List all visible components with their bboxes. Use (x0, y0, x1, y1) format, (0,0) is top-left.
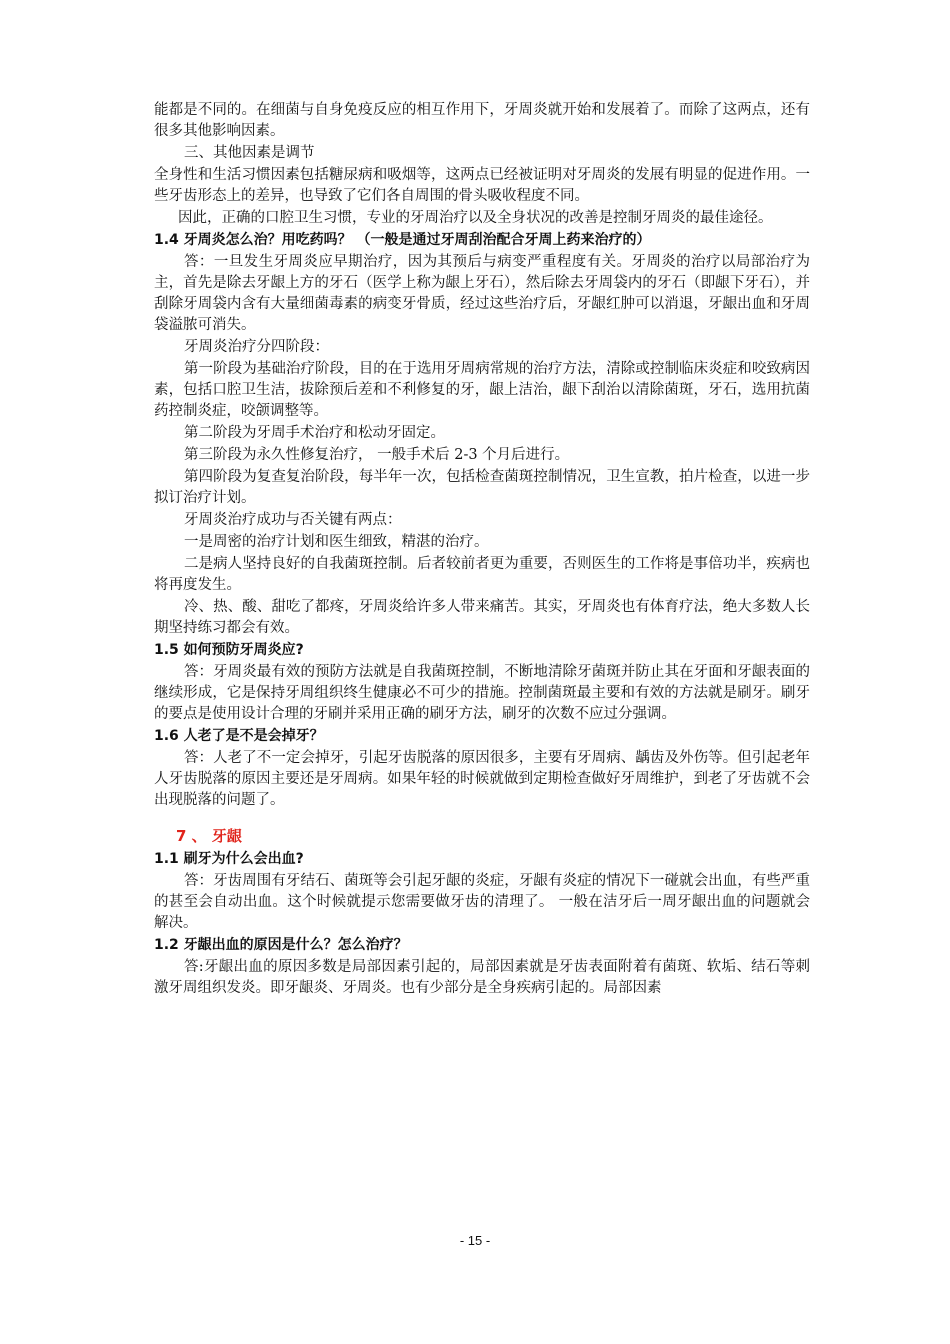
section-heading-1-6: 1.6 人老了是不是会掉牙？ (154, 728, 324, 744)
section-heading-7-1-2: 1.2 牙龈出血的原因是什么？怎么治疗？ (154, 937, 408, 953)
body-paragraph: 牙周炎治疗分四阶段： (184, 339, 329, 355)
section-heading-7-1-1: 1.1 刷牙为什么会出血? (154, 851, 304, 867)
section-heading-1-4: 1.4 牙周炎怎么治？用吃药吗？ （一般是通过牙周刮治配合牙周上药来治疗的） (154, 232, 651, 248)
chapter-heading-7: 7 、 牙龈 (176, 827, 242, 845)
body-paragraph: 答：一旦发生牙周炎应早期治疗，因为其预后与病变严重程度有关。牙周炎的治疗以局部治疗为主，首先是除去牙龈上方的牙石（医学上称为龈上牙石），然后除去牙周袋内的牙石（即龈下牙石），并刮除牙周袋内含有大量细菌毒素的病变牙骨质，经过这些治疗后，牙龈红肿可以消退，牙龈出血和牙周袋溢脓可消失。 (154, 254, 810, 333)
body-paragraph: 答：牙周炎最有效的预防方法就是自我菌斑控制，不断地清除牙菌斑并防止其在牙面和牙龈表面的继续形成，它是保持牙周组织终生健康必不可少的措施。控制菌斑最主要和有效的方法就是刷牙。刷牙的要点是使用设计合理的牙刷并采用正确的刷牙方法，刷牙的次数不应过分强调。 (154, 664, 810, 722)
subsection-title: 三、其他因素是调节 (184, 145, 315, 161)
body-paragraph: 第二阶段为牙周手术治疗和松动牙固定。 (184, 425, 445, 441)
body-paragraph: 答:牙龈出血的原因多数是局部因素引起的，局部因素就是牙齿表面附着有菌斑、软垢、结石等刺激牙周组织发炎。即牙龈炎、牙周炎。也有少部分是全身疾病引起的。局部因素 (154, 959, 810, 996)
body-paragraph: 第三阶段为永久性修复治疗， 一般手术后 2-3 个月后进行。 (184, 447, 570, 463)
page-body (154, 100, 810, 1000)
page-number: - 15 - (459, 1233, 491, 1248)
body-paragraph: 答：牙齿周围有牙结石、菌斑等会引起牙龈的炎症，牙龈有炎症的情况下一碰就会出血，有些严重的甚至会自动出血。这个时候就提示您需要做牙齿的清理了。 一般在洁牙后一周牙龈出血的问题就会解决。 (154, 873, 810, 931)
body-paragraph: 牙周炎治疗成功与否关键有两点： (184, 512, 402, 528)
body-paragraph: 第四阶段为复查复治阶段，每半年一次，包括检查菌斑控制情况，卫生宣教，拍片检查，以进一步拟订治疗计划。 (154, 469, 810, 506)
body-paragraph: 因此，正确的口腔卫生习惯，专业的牙周治疗以及全身状况的改善是控制牙周炎的最佳途径。 (178, 210, 773, 226)
body-paragraph: 全身性和生活习惯因素包括糖尿病和吸烟等，这两点已经被证明对牙周炎的发展有明显的促进作用。一些牙齿形态上的差异，也导致了它们各自周围的骨头吸收程度不同。 (154, 167, 810, 204)
body-paragraph: 二是病人坚持良好的自我菌斑控制。后者较前者更为重要，否则医生的工作将是事倍功半，疾病也将再度发生。 (154, 556, 810, 593)
body-paragraph: 一是周密的治疗计划和医生细致，精湛的治疗。 (184, 534, 489, 550)
body-paragraph: 答：人老了不一定会掉牙，引起牙齿脱落的原因很多，主要有牙周病、龋齿及外伤等。但引起老年人牙齿脱落的原因主要还是牙周病。如果年轻的时候就做到定期检查做好牙周维护，到老了牙齿就不会出现脱落的问题了。 (154, 750, 810, 808)
body-paragraph: 冷、热、酸、甜吃了都疼，牙周炎给许多人带来痛苦。其实，牙周炎也有体育疗法，绝大多数人长期坚持练习都会有效。 (154, 599, 810, 636)
section-heading-1-5: 1.5 如何预防牙周炎应? (154, 642, 304, 658)
body-paragraph: 能都是不同的。在细菌与自身免疫反应的相互作用下，牙周炎就开始和发展着了。而除了这两点，还有很多其他影响因素。 (154, 102, 810, 139)
body-paragraph: 第一阶段为基础治疗阶段，目的在于选用牙周病常规的治疗方法，清除或控制临床炎症和咬致病因素，包括口腔卫生洁，拔除预后差和不利修复的牙，龈上洁治，龈下刮治以清除菌斑，牙石，选用抗菌药控制炎症，咬颌调整等。 (154, 361, 810, 419)
